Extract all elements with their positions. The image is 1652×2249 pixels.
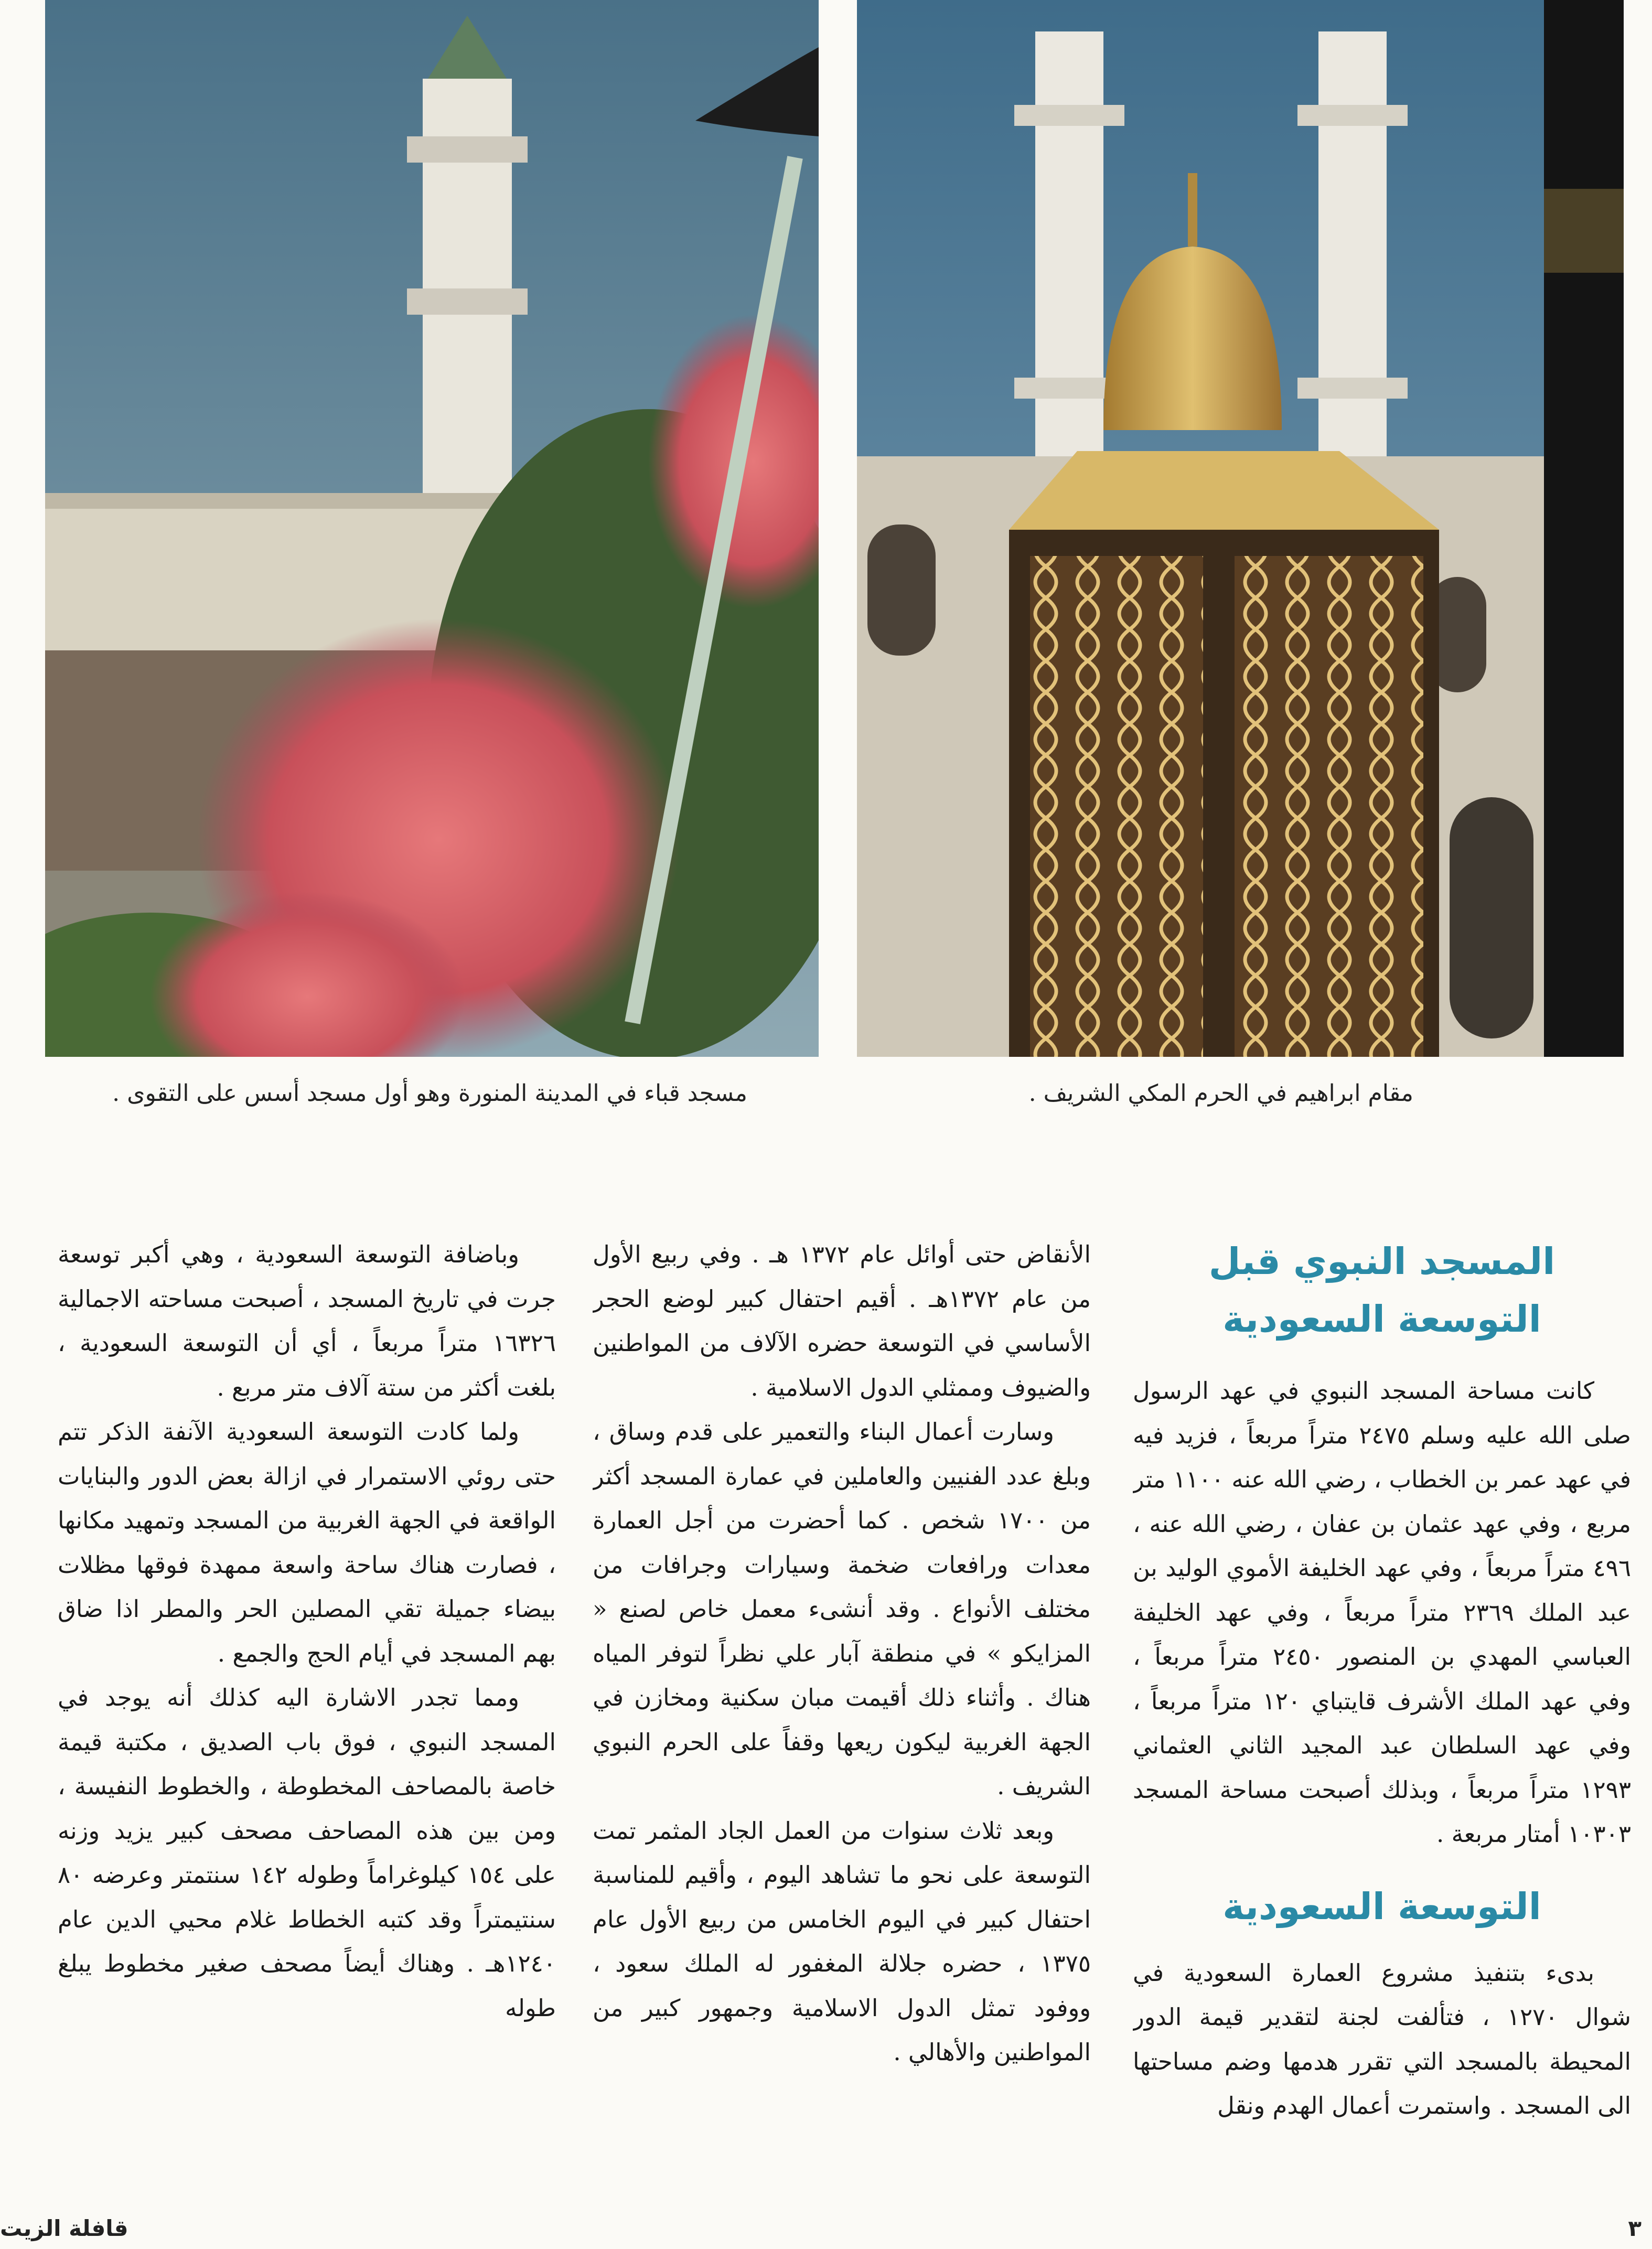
paragraph: وبعد ثلاث سنوات من العمل الجاد المثمر تمت التوسعة على نحو ما تشاهد اليوم ، وأقيم للمناسبة احتفال كبير في اليوم الخامس من ربيع الأول عام ١٣٧٥ ، حضره جلالة المغفور له الملك سعود ، ووفود تمثل الدول الاسلامية وجمهور كبير من المواطنين والأهالي . [593,1816,1091,2066]
paragraph: بدىء بتنفيذ مشروع العمارة السعودية في شوال ١٢٧٠ ، فتألفت لجنة لتقدير قيمة الدور المحيطة بالمسجد التي تقرر هدمها وضم مساحتها الى المسجد . واستمرت أعمال الهدم ونقل [1133,1958,1631,2119]
article-column-left [58,1233,556,2145]
maqam-ibrahim-photo [857,0,1624,1057]
maqam-caption: مقام ابراهيم في الحرم المكي الشريف . [1028,1080,1413,1107]
paragraph: وسارت أعمال البناء والتعمير على قدم وساق ، وبلغ عدد الفنيين والعاملين في عمارة المسجد أكثر من ١٧٠٠ شخص . كما أحضرت من أجل العمارة معدات ورافعات ضخمة وسيارات وجرافات من مختلف الأنواع . وقد أنشىء معمل خاص لصنع « المزايكو » في منطقة آبار علي نظراً لتوفر المياه هناك . وأثناء ذلك أقيمت مبان سكنية ومخازن في الجهة الغربية ليكون ريعها وقفاً على الحرم النبوي الشريف . [593,1418,1091,1800]
heading-saudi-expansion: التوسعة السعودية [1222,1884,1541,1928]
page-number: ٣ [1628,2215,1642,2241]
magazine-name: قافلة الزيت [0,2215,128,2241]
article-column-middle [593,1233,1091,2145]
paragraph: وباضافة التوسعة السعودية ، وهي أكبر توسعة جرت في تاريخ المسجد ، أصبحت مساحته الاجمالية ١٦٣٢٦ متراً مربعاً ، أي أن التوسعة السعودية ، بلغت أكثر من ستة آلاف متر مربع . [58,1240,556,1401]
quba-caption: مسجد قباء في المدينة المنورة وهو أول مسجد أسس على التقوى . [112,1080,747,1107]
heading-before-expansion: المسجد النبوي قبل التوسعة السعودية [1208,1240,1556,1341]
quba-mosque-photo [45,0,819,1057]
paragraph: ولما كادت التوسعة السعودية الآنفة الذكر تتم حتى روئي الاستمرار في ازالة بعض الدور والبنايات الواقعة في الجهة الغربية من المسجد وتمهيد مكانها ، فصارت هناك ساحة واسعة ممهدة فوقها مظلات بيضاء جميلة تقي المصلين الحر والمطر اذا ضاق بهم المسجد في أيام الحج والجمع . [58,1418,556,1667]
paragraph: الأنقاض حتى أوائل عام ١٣٧٢ هـ . وفي ربيع الأول من عام ١٣٧٢هـ . أقيم احتفال كبير لوضع الحجر الأساسي في التوسعة حضره الآلاف من المواطنين والضيوف وممثلي الدول الاسلامية . [593,1240,1091,1401]
paragraph: كانت مساحة المسجد النبوي في عهد الرسول صلى الله عليه وسلم ٢٤٧٥ متراً مربعاً ، فزيد فيه في عهد عمر بن الخطاب ، رضي الله عنه ١١٠٠ متر مربع ، وفي عهد عثمان بن عفان ، رضي الله عنه ، ٤٩٦ متراً مربعاً ، وفي عهد الخليفة الأموي الوليد بن عبد الملك ٢٣٦٩ متراً مربعاً ، وفي عهد الخليفة العباسي المهدي بن المنصور ٢٤٥٠ متراً مربعاً ، وفي عهد الملك الأشرف قايتباي ١٢٠ متراً مربعاً ، وفي عهد السلطان عبد المجيد الثاني العثماني ١٢٩٣ متراً مربعاً ، وبذلك أصبحت مساحة المسجد ١٠٣٠٣ أمتار مربعة . [1133,1377,1631,1848]
maqam-ibrahim-image [857,0,1624,1057]
article-column-right [1133,1233,1631,2145]
paragraph: ومما تجدر الاشارة اليه كذلك أنه يوجد في المسجد النبوي ، فوق باب الصديق ، مكتبة قيمة خاصة بالمصاحف المخطوطة ، والخطوط النفيسة ، ومن بين هذه المصاحف مصحف كبير يزيد وزنه على ١٥٤ كيلوغراماً وطوله ١٤٢ سنتمتر وعرضه ٨٠ سنتيمتراً وقد كتبه الخطاط غلام محيي الدين عام ١٢٤٠هـ . وهناك أيضاً مصحف صغير مخطوط يبلغ طوله [58,1684,556,2022]
quba-mosque-image [45,0,819,1057]
